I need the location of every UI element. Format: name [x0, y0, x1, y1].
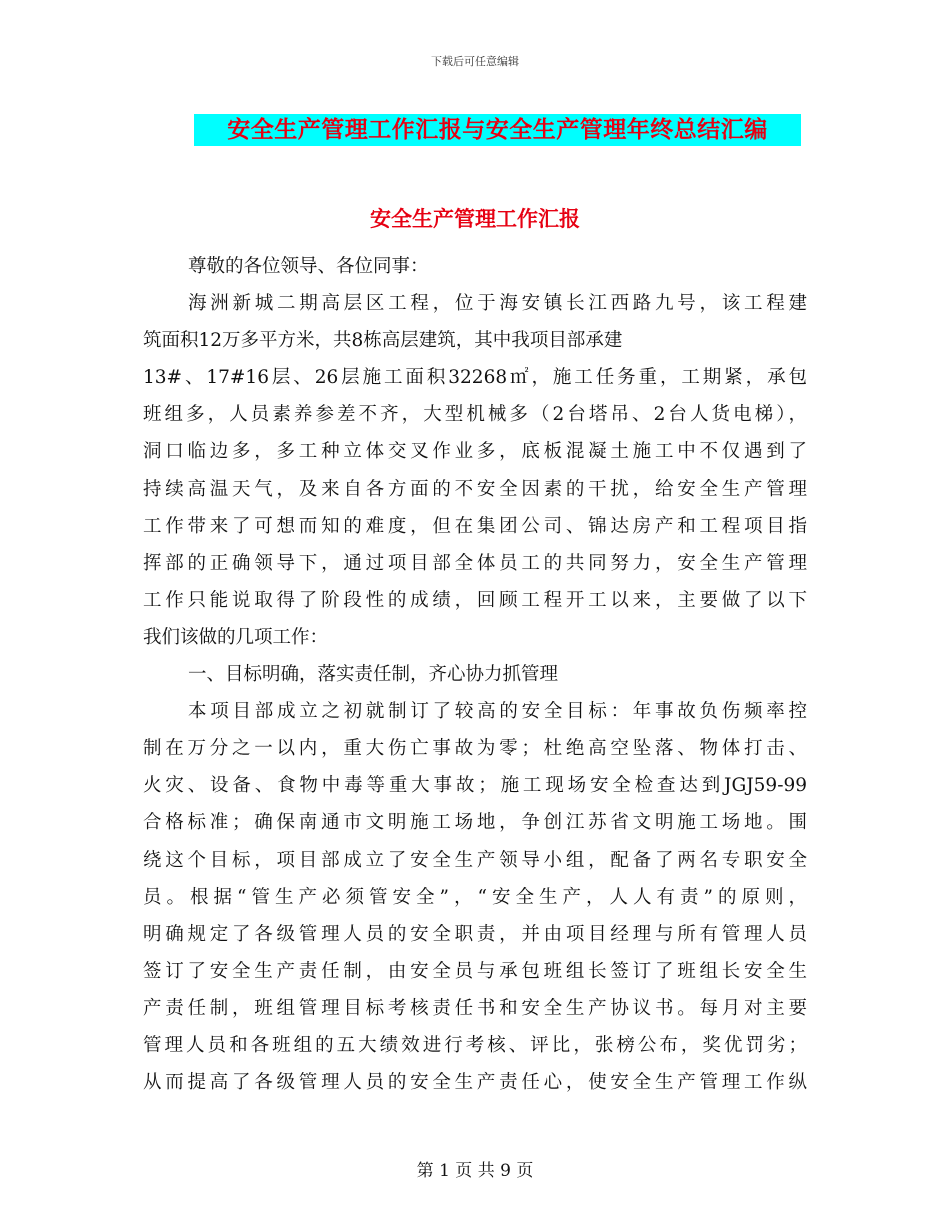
paragraph-line: 班组多，人员素养参差不齐，大型机械多（2台塔吊、2台人货电梯）， — [143, 404, 807, 426]
paragraph-line: 产责任制，班组管理目标考核责任书和安全生产协议书。每月对主要 — [143, 997, 807, 1019]
paragraph-line: 工作带来了可想而知的难度，但在集团公司、锦达房产和工程项目指 — [143, 515, 807, 537]
subheading-line: 一、目标明确，落实责任制，齐心协力抓管理 — [188, 664, 559, 686]
paragraph-line: 工作只能说取得了阶段性的成绩，回顾工程开工以来，主要做了以下 — [143, 589, 807, 611]
paragraph-line: 本项目部成立之初就制订了较高的安全目标：年事故负伤频率控 — [188, 701, 807, 723]
paragraph-line: 筑面积12万多平方米，共8栋高层建筑，其中我项目部承建 — [143, 330, 623, 352]
paragraph-line: 制在万分之一以内，重大伤亡事故为零；杜绝高空坠落、物体打击、 — [143, 738, 807, 760]
paragraph-line: 13#、17#16层、26层施工面积32268㎡，施工任务重，工期紧，承包 — [143, 367, 807, 389]
paragraph-line: 持续高温天气，及来自各方面的不安全因素的干扰，给安全生产管理 — [143, 478, 807, 500]
page-footer: 第 1 页 共 9 页 — [416, 1161, 534, 1181]
paragraph-line: 明确规定了各级管理人员的安全职责，并由项目经理与所有管理人员 — [143, 923, 807, 945]
paragraph-line: 从而提高了各级管理人员的安全生产责任心，使安全生产管理工作纵 — [143, 1072, 807, 1094]
header-note: 下载后可任意编辑 — [431, 55, 519, 68]
paragraph-line: 洞口临边多，多工种立体交叉作业多，底板混凝土施工中不仅遇到了 — [143, 441, 807, 463]
paragraph-line: 海洲新城二期高层区工程，位于海安镇长江西路九号，该工程建 — [188, 293, 807, 315]
paragraph-line: 签订了安全生产责任制，由安全员与承包班组长签订了班组长安全生 — [143, 960, 807, 982]
paragraph-line: 我们该做的几项工作： — [143, 626, 329, 648]
paragraph-line: 合格标准；确保南通市文明施工场地，争创江苏省文明施工场地。围 — [143, 812, 807, 834]
section-title: 安全生产管理工作汇报 — [370, 207, 580, 231]
salutation-line: 尊敬的各位领导、各位同事： — [188, 256, 429, 277]
document-title: 安全生产管理工作汇报与安全生产管理年终总结汇编 — [194, 114, 801, 146]
paragraph-line: 挥部的正确领导下，通过项目部全体员工的共同努力，安全生产管理 — [143, 552, 807, 574]
paragraph-line: 管理人员和各班组的五大绩效进行考核、评比，张榜公布，奖优罚劣； — [143, 1034, 807, 1056]
paragraph-line: 员。根据“管生产必须管安全”，“安全生产，人人有责”的原则， — [143, 886, 807, 908]
paragraph-line: 绕这个目标，项目部成立了安全生产领导小组，配备了两名专职安全 — [143, 849, 807, 871]
paragraph-line: 火灾、设备、食物中毒等重大事故；施工现场安全检查达到JGJ59-99 — [143, 775, 807, 797]
document-body — [143, 248, 807, 1101]
